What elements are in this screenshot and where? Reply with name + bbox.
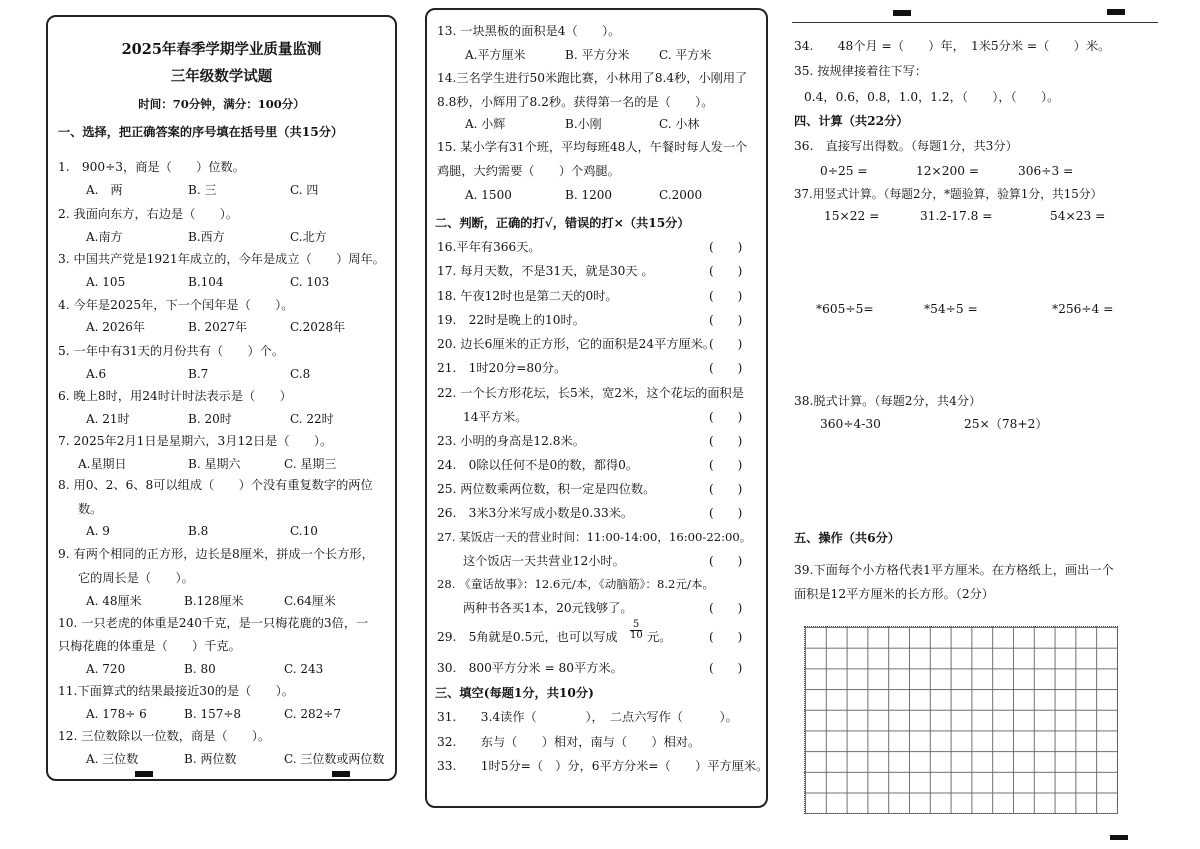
q4-option-c: C.2028年 [290, 320, 346, 334]
answer-paren: ( ) [709, 361, 743, 375]
q10-option-c: C. 243 [284, 662, 324, 676]
q38-item-2: 25×（78+2） [964, 417, 1048, 431]
question-4: 4. 今年是2025年，下一个闰年是（ ）。 [58, 298, 294, 312]
answer-paren: ( ) [709, 410, 743, 424]
q12-option-b: B. 两位数 [184, 752, 237, 766]
section-5-heading: 五、操作（共6分） [794, 531, 900, 545]
question-10: 10. 一只老虎的体重是240千克，是一只梅花鹿的3倍，一 [58, 616, 369, 630]
q2-option-c: C.北方 [290, 230, 327, 244]
question-39: 39.下面每个小方格代表1平方厘米。在方格纸上，画出一个 [794, 563, 1114, 577]
question-27: 27. 某饭店一天的营业时间：11:00-14:00，16:00-22:00。 [437, 530, 752, 544]
q6-option-c: C. 22时 [290, 412, 334, 426]
question-19: 19. 22时是晚上的10时。 [437, 313, 585, 327]
registration-mark [1110, 835, 1128, 840]
answer-paren: ( ) [709, 630, 743, 644]
question-36: 36. 直接写出得数。（每题1分，共3分） [794, 139, 1018, 153]
q1-option-c: C. 四 [290, 183, 319, 197]
q3-option-a: A. 105 [86, 275, 126, 289]
registration-mark [135, 771, 153, 777]
question-37: 37.用竖式计算。（每题2分，*题验算，验算1分，共15分） [794, 187, 1103, 201]
question-13: 13. 一块黑板的面积是4（ ）。 [437, 24, 621, 38]
q12-option-a: A. 三位数 [86, 752, 139, 766]
q13-option-a: A.平方厘米 [465, 48, 526, 62]
question-1: 1. 900÷3，商是（ ）位数。 [58, 160, 245, 174]
question-10-cont: 只梅花鹿的体重是（ ）千克。 [58, 639, 241, 653]
q14-option-a: A. 小辉 [465, 117, 506, 131]
exam-column-3 [790, 10, 1160, 840]
q38-item-1: 360÷4-30 [820, 417, 881, 431]
question-35-sequence: 0.4，0.6，0.8，1.0，1.2，（ ），（ ）。 [804, 90, 1060, 104]
answer-paren: ( ) [709, 554, 743, 568]
q5-option-b: B.7 [188, 367, 209, 381]
question-27-cont: 这个饭店一天共营业12小时。 [463, 554, 625, 568]
q13-option-c: C. 平方米 [659, 48, 712, 62]
q14-option-c: C. 小林 [659, 117, 700, 131]
q5-option-a: A.6 [86, 367, 107, 381]
section-3-heading: 三、填空(每题1分，共10分) [435, 686, 594, 700]
question-20: 20. 边长6厘米的正方形，它的面积是24平方厘米。 [437, 337, 716, 351]
question-21: 21. 1时20分=80分。 [437, 361, 567, 375]
q2-option-b: B.西方 [188, 230, 225, 244]
question-15: 15. 某小学有31个班，平均每班48人，午餐时每人发一个 [437, 140, 748, 154]
question-18: 18. 午夜12时也是第二天的0时。 [437, 289, 618, 303]
question-7: 7. 2025年2月1日是星期六，3月12日是（ ）。 [58, 434, 333, 448]
q37-item-4: *605÷5= [816, 302, 874, 316]
question-12: 12. 三位数除以一位数，商是（ ）。 [58, 729, 271, 743]
answer-paren: ( ) [709, 264, 743, 278]
question-2: 2. 我面向东方，右边是（ ）。 [58, 207, 239, 221]
question-31: 31. 3.4读作（ ）， 二点六写作（ ）。 [437, 710, 738, 724]
section-2-heading: 二、判断，正确的打√，错误的打×（共15分） [435, 216, 690, 230]
exam-column-1 [46, 15, 397, 781]
q15-option-a: A. 1500 [465, 188, 512, 202]
q1-option-b: B. 三 [188, 183, 217, 197]
q10-option-a: A. 720 [86, 662, 126, 676]
question-34: 34. 48个月 =（ ）年， 1米5分米 =（ ）米。 [794, 39, 1111, 53]
q8-option-b: B.8 [188, 524, 209, 538]
q4-option-a: A. 2026年 [86, 320, 145, 334]
question-26: 26. 3米3分米写成小数是0.33米。 [437, 506, 634, 520]
question-32: 32. 东与（ ）相对，南与（ ）相对。 [437, 735, 701, 749]
question-33: 33. 1时5分=（ ）分，6平方分米=（ ）平方厘米。 [437, 759, 769, 773]
q11-option-b: B. 157÷8 [184, 707, 242, 721]
question-11: 11.下面算式的结果最接近30的是（ ）。 [58, 684, 294, 698]
q9-option-c: C.64厘米 [284, 594, 336, 608]
q37-item-1: 15×22 = [824, 209, 880, 223]
answer-paren: ( ) [709, 240, 743, 254]
answer-paren: ( ) [709, 434, 743, 448]
question-22: 22. 一个长方形花坛，长5米，宽2米，这个花坛的面积是 [437, 386, 744, 400]
q11-option-c: C. 282÷7 [284, 707, 341, 721]
q7-option-a: A.星期日 [78, 457, 127, 471]
question-28: 28. 《童话故事》：12.6元/本，《动脑筋》：8.2元/本。 [437, 577, 715, 591]
answer-paren: ( ) [709, 289, 743, 303]
q8-option-a: A. 9 [86, 524, 110, 538]
question-24: 24. 0除以任何不是0的数，都得0。 [437, 458, 639, 472]
q7-option-b: B. 星期六 [188, 457, 241, 471]
answer-paren: ( ) [709, 337, 743, 351]
fraction-numerator: 5 [630, 620, 642, 631]
q37-item-3: 54×23 = [1050, 209, 1106, 223]
exam-column-2 [425, 8, 768, 808]
exam-subtitle: 三年级数学试题 [170, 68, 273, 85]
question-8-cont: 数。 [78, 502, 103, 516]
grid-paper[interactable] [804, 626, 1118, 814]
question-35: 35. 按规律接着往下写： [794, 64, 927, 78]
q11-option-a: A. 178÷ 6 [86, 707, 147, 721]
question-23: 23. 小明的身高是12.8米。 [437, 434, 585, 448]
question-29: 29. 5角就是0.5元，也可以写成 [437, 630, 618, 644]
q3-option-c: C. 103 [290, 275, 330, 289]
question-14: 14.三名学生进行50米跑比赛，小林用了8.4秒，小刚用了 [437, 71, 748, 85]
answer-paren: ( ) [709, 506, 743, 520]
question-39-cont: 面积是12平方厘米的长方形。（2分） [794, 587, 994, 601]
answer-paren: ( ) [709, 313, 743, 327]
q1-option-a: A. 两 [86, 183, 123, 197]
q6-option-a: A. 21时 [86, 412, 130, 426]
section-4-heading: 四、计算（共22分） [794, 114, 909, 128]
question-9-cont: 它的周长是（ ）。 [78, 571, 194, 585]
fraction-5-10 [630, 620, 642, 641]
exam-title: 2025年春季学期学业质量监测 [121, 41, 322, 58]
question-6: 6. 晚上8时，用24时计时法表示是（ ） [58, 389, 292, 403]
q37-item-5: *54÷5 = [924, 302, 978, 316]
answer-paren: ( ) [709, 661, 743, 675]
q15-option-b: B. 1200 [565, 188, 612, 202]
q14-option-b: B.小刚 [565, 117, 602, 131]
q9-option-b: B.128厘米 [184, 594, 244, 608]
q12-option-c: C. 三位数或两位数 [284, 752, 385, 766]
q37-item-6: *256÷4 = [1052, 302, 1114, 316]
registration-mark [332, 771, 350, 777]
q36-item-1: 0÷25 = [820, 164, 868, 178]
q10-option-b: B. 80 [184, 662, 216, 676]
q3-option-b: B.104 [188, 275, 224, 289]
q6-option-b: B. 20时 [188, 412, 232, 426]
question-16: 16.平年有366天。 [437, 240, 541, 254]
q13-option-b: B. 平方分米 [565, 48, 630, 62]
question-15-cont: 鸡腿，大约需要（ ）个鸡腿。 [437, 164, 620, 178]
q2-option-a: A.南方 [86, 230, 123, 244]
section-1-heading: 一、选择，把正确答案的序号填在括号里（共15分） [58, 125, 344, 139]
q5-option-c: C.8 [290, 367, 311, 381]
question-9: 9. 有两个相同的正方形，边长是8厘米，拼成一个长方形， [58, 547, 374, 561]
fraction-denominator: 10 [630, 630, 643, 641]
q15-option-c: C.2000 [659, 188, 703, 202]
question-3: 3. 中国共产党是1921年成立的，今年是成立（ ）周年。 [58, 252, 385, 266]
q36-item-3: 306÷3 = [1018, 164, 1074, 178]
question-17: 17. 每月天数，不是31天，就是30天 。 [437, 264, 654, 278]
question-38: 38.脱式计算。（每题2分，共4分） [794, 394, 982, 408]
question-5: 5. 一年中有31天的月份共有（ ）个。 [58, 344, 285, 358]
q9-option-a: A. 48厘米 [86, 594, 142, 608]
answer-paren: ( ) [709, 458, 743, 472]
answer-paren: ( ) [709, 482, 743, 496]
question-25: 25. 两位数乘两位数，积一定是四位数。 [437, 482, 656, 496]
q36-item-2: 12×200 = [916, 164, 980, 178]
question-28-cont: 两种书各买1本，20元钱够了。 [463, 601, 633, 615]
q37-item-2: 31.2-17.8 = [920, 209, 993, 223]
question-14-cont: 8.8秒，小辉用了8.2秒。获得第一名的是（ ）。 [437, 95, 714, 109]
exam-time-info: 时间：70分钟，满分：100分） [138, 97, 305, 111]
q8-option-c: C.10 [290, 524, 318, 538]
answer-paren: ( ) [709, 601, 743, 615]
question-8: 8. 用0、2、6、8可以组成（ ）个没有重复数字的两位 [58, 478, 373, 492]
question-30: 30. 800平方分米 = 80平方米。 [437, 661, 623, 675]
question-22-cont: 14平方米。 [463, 410, 528, 424]
question-29-unit: 元。 [647, 630, 672, 644]
q7-option-c: C. 星期三 [284, 457, 337, 471]
q4-option-b: B. 2027年 [188, 320, 247, 334]
